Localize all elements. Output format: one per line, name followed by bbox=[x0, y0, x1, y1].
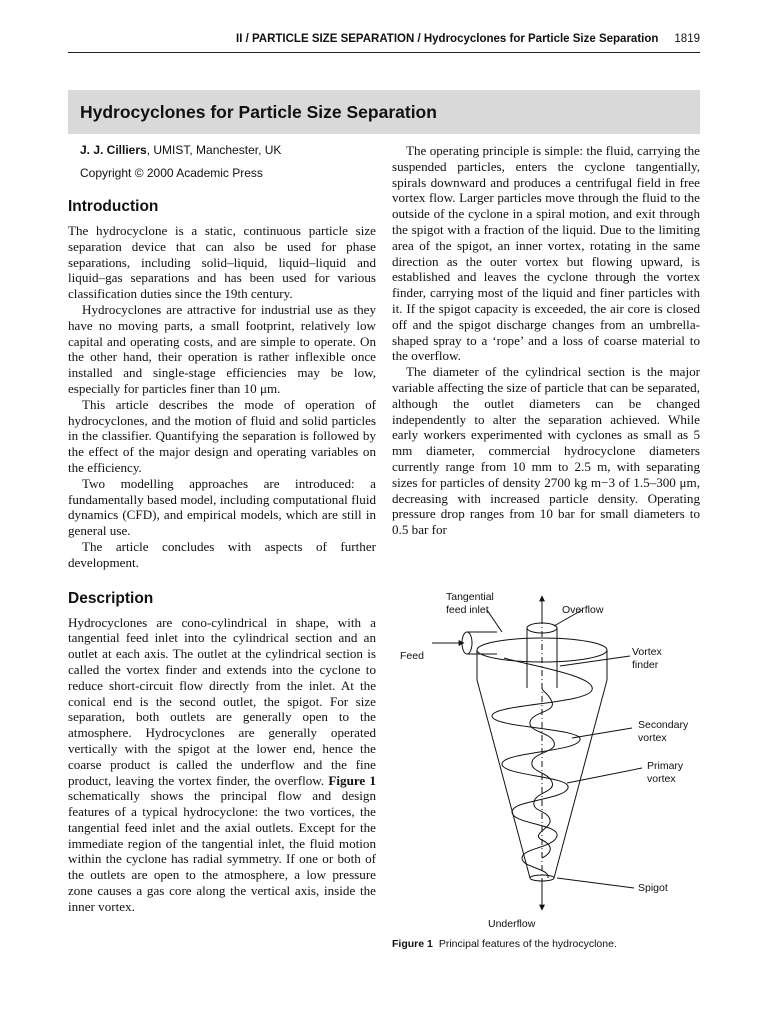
principle-paragraph: The operating principle is simple: the fluid, carrying the suspended particles, enters the cyclone tangentially, spirals downward and produces a centrifugal field in free vortex flow. Larger particles move through the fluid to the outside of the cyclone in a spiral motion, and exit through the spigot with a fraction of the liquid. Due to the limiting area of the spigot, an inner vortex, rotating in the same direction as the outer vortex but flowing upward, is established and leaves the cyclone through the vortex finder, carrying most of the liquid and finer particles with it. If the spigot capacity is exceeded, the air core is closed off and the spigot discharge changes from an umbrella-shaped spray to a ‘rope’ and a loss of coarse material to the overflow. bbox=[392, 143, 700, 364]
right-column bbox=[392, 143, 700, 538]
description-paragraph-1 bbox=[68, 615, 376, 915]
diameter-paragraph: The diameter of the cylindrical section is the major variable affecting the size of particle that can be separated, although the outlet diameters can be changed independently to alter the separation achieved. While early workers experimented with cyclones as small as 5 mm diameter, commercial hydrocyclone diameters currently range from 10 mm to 2.5 m, with separating sizes for particles of density 2700 kg m−3 of 1.5–300 μm, decreasing with increased particle density. Operating pressure drop ranges from 10 bar for small diameters to 0.5 bar for bbox=[392, 364, 700, 538]
intro-paragraph-3: This article describes the mode of operation of hydrocyclones, and the motion of fluid and solid particles in the classifier. Quantifying the separation is followed by the effect of the major design and operating variables on the efficiency. bbox=[68, 396, 376, 475]
description-text-a: Hydrocyclones are cono-cylindrical in shape, with a tangential feed inlet into the cylindrical section and an outlet at each axis. The outlet at the cylindrical section is called the vortex finder and extends into the cyclone to reduce short-circuit flow directly from the inlet. At the conical end is the second outlet, the spigot. For size separation, both outlets are generally open to the atmosphere. Hydrocyclones are generally operated vertically with the spigot at the lower end, hence the coarse product is called the underflow and the fine product, leaving the vortex finder, the overflow. bbox=[68, 614, 376, 788]
running-title: II / PARTICLE SIZE SEPARATION / Hydrocyclones for Particle Size Separation bbox=[236, 33, 659, 45]
label-feed: Feed bbox=[400, 650, 424, 662]
intro-paragraph-5: The article concludes with aspects of further development. bbox=[68, 538, 376, 570]
label-tangential: Tangential bbox=[446, 591, 494, 603]
figure-1 bbox=[392, 588, 700, 968]
tangential-leader bbox=[487, 610, 502, 632]
page-number: 1819 bbox=[674, 33, 700, 45]
label-finder: finder bbox=[632, 659, 659, 671]
intro-paragraph-2: Hydrocyclones are attractive for industrial use as they have no moving parts, a small footprint, relatively low capital and operating costs, and are simple to operate. On the other hand, their operation is rather inflexible once installed and single-stage efficiencies may be low, especially for particles finer than 10 μm. bbox=[68, 301, 376, 396]
description-text-b: schematically shows the principal flow and design features of a typical hydrocyclone: the two vortices, the tangential feed inlet and the axial outlets. Except for the immediate region of the tangential inlet, the fluid motion within the cyclone has radial symmetry. If one or both of the outlets are open to the atmosphere, a low pressure zone causes a gas core along the vertical axis, inside the inner vortex. bbox=[68, 788, 376, 914]
introduction-heading: Introduction bbox=[68, 198, 159, 215]
label-feed-inlet: feed inlet bbox=[446, 604, 489, 616]
copyright-line: Copyright © 2000 Academic Press bbox=[80, 166, 263, 180]
hydrocyclone-diagram bbox=[392, 588, 700, 938]
label-secondary-vortex: vortex bbox=[638, 732, 667, 744]
figure-caption bbox=[392, 938, 702, 951]
author-name: J. J. Cilliers bbox=[80, 143, 147, 157]
header-rule bbox=[68, 52, 700, 53]
primary-vortex-leader bbox=[567, 768, 642, 783]
author-line bbox=[80, 143, 376, 158]
label-primary: Primary bbox=[647, 760, 684, 772]
intro-paragraph-4: Two modelling approaches are introduced: a fundamentally based model, including computational fluid dynamics (CFD), and empirical models, which are still in general use. bbox=[68, 475, 376, 539]
running-header bbox=[0, 33, 700, 45]
title-band bbox=[68, 90, 700, 134]
figure-caption-text: Principal features of the hydrocyclone. bbox=[438, 938, 617, 950]
author-affiliation: , UMIST, Manchester, UK bbox=[146, 143, 282, 157]
description-heading: Description bbox=[68, 589, 154, 607]
label-underflow: Underflow bbox=[488, 918, 536, 930]
spigot-leader bbox=[557, 878, 634, 888]
figure-caption-label: Figure 1 bbox=[392, 938, 433, 950]
left-column bbox=[68, 143, 376, 915]
article-title: Hydrocyclones for Particle Size Separation bbox=[80, 102, 437, 122]
label-primary-vortex: vortex bbox=[647, 773, 676, 785]
figure-reference[interactable]: Figure 1 bbox=[328, 772, 376, 788]
cone-right-wall bbox=[554, 680, 607, 878]
secondary-vortex-leader bbox=[572, 728, 632, 738]
label-secondary: Secondary bbox=[638, 719, 689, 731]
label-overflow: Overflow bbox=[562, 604, 604, 616]
intro-paragraph-1: The hydrocyclone is a static, continuous particle size separation device that can also be used for phase separations, including solid–liquid, liquid–liquid and liquid–gas separations and has been used for various classification duties since the 19th century. bbox=[68, 223, 376, 302]
label-spigot: Spigot bbox=[638, 882, 668, 894]
label-vortex: Vortex bbox=[632, 646, 662, 658]
